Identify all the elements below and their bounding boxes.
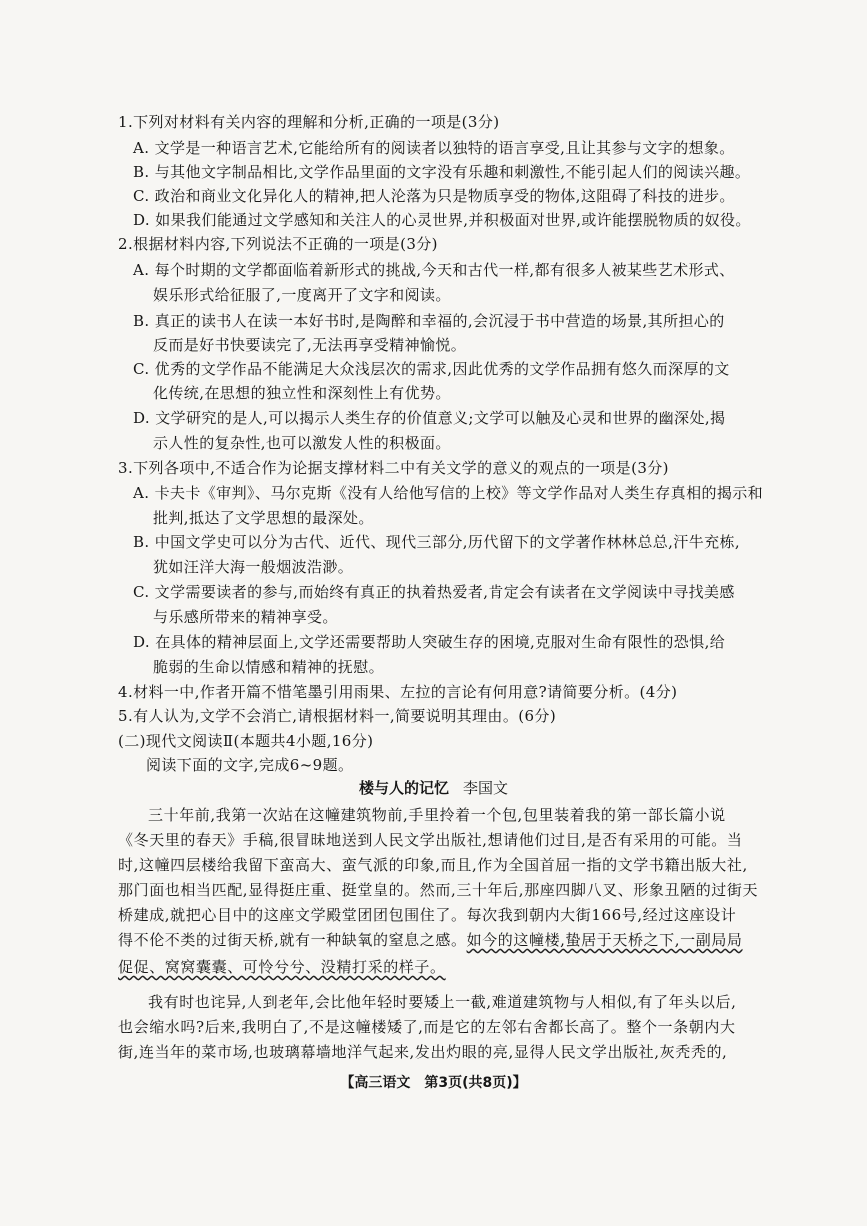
paragraph-1-line-6 [118, 930, 743, 950]
question-2-option-c: C. 优秀的文学作品不能满足大众浅层次的需求,因此优秀的文学作品拥有悠久而深厚的文 [133, 360, 730, 378]
paragraph-1-line-3: 时,这幢四层楼给我留下蛮高大、蛮气派的印象,而且,作为全国首屈一指的文学书籍出版大社, [118, 856, 748, 874]
paragraph-1-line-6-text: 得不伦不类的过街天桥,就有一种缺氧的窒息之感。 [118, 931, 467, 949]
section-heading: (二)现代文阅读Ⅱ(本题共4小题,16分) [118, 732, 374, 750]
question-2-option-a-cont: 娱乐形式给征服了,一度离开了文字和阅读。 [153, 286, 451, 304]
question-3-stem: 3.下列各项中,不适合作为论据支撑材料二中有关文学的意义的观点的一项是(3分) [118, 459, 669, 477]
question-2-option-d: D. 文学研究的是人,可以揭示人类生存的价值意义;文学可以触及心灵和世界的幽深处,揭 [133, 409, 726, 427]
question-2-option-b: B. 真正的读书人在读一本好书时,是陶醉和幸福的,会沉浸于书中营造的场景,其所担心的 [133, 312, 725, 330]
paragraph-1-line-7 [118, 957, 446, 977]
page-footer: 【高三语文 第3页(共8页)】 [340, 1075, 527, 1091]
question-2-option-c-cont: 化传统,在思想的独立性和深刻性上有优势。 [153, 384, 451, 402]
question-3-option-a-cont: 批判,抵达了文学思想的最深处。 [153, 509, 374, 527]
question-4-stem: 4.材料一中,作者开篇不惜笔墨引用雨果、左拉的言论有何用意?请简要分析。(4分) [118, 683, 678, 701]
question-2-option-b-cont: 反而是好书快要读完了,无法再享受精神愉悦。 [153, 336, 467, 354]
wavy-underlined-text: 如今的这幢楼,蛰居于天桥之下,一副局局 [466, 931, 743, 949]
paragraph-2-line-3: 街,连当年的菜市场,也玻璃幕墙地洋气起来,发出灼眼的亮,显得人民文学出版社,灰秃秃的, [118, 1043, 728, 1061]
paragraph-1-line-5: 桥建成,就把心目中的这座文学殿堂团团包围住了。每次我到朝内大街166号,经过这座设计 [118, 906, 737, 924]
question-1-stem: 1.下列对材料有关内容的理解和分析,正确的一项是(3分) [118, 113, 500, 131]
question-3-option-d-cont: 脆弱的生命以情感和精神的抚慰。 [153, 658, 385, 676]
article-author: 李国文 [463, 779, 509, 797]
question-5-stem: 5.有人认为,文学不会消亡,请根据材料一,简要说明其理由。(6分) [118, 707, 557, 725]
question-1-option-b: B. 与其他文字制品相比,文学作品里面的文字没有乐趣和刺激性,不能引起人们的阅读兴趣。 [133, 163, 751, 181]
wavy-underlined-text-cont: 促促、窝窝囊囊、可怜兮兮、没精打采的样子。 [118, 958, 446, 976]
question-3-option-d: D. 在具体的精神层面上,文学还需要帮助人突破生存的困境,克服对生命有限性的恐惧,给 [133, 633, 726, 651]
paragraph-1-line-2: 《冬天里的春天》手稿,很冒昧地送到人民文学出版社,想请他们过目,是否有采用的可能。当 [118, 831, 743, 849]
article-title: 楼与人的记忆 [358, 779, 449, 797]
question-2-stem: 2.根据材料内容,下列说法不正确的一项是(3分) [118, 235, 438, 253]
paragraph-1-line-4: 那门面也相当匹配,显得挺庄重、挺堂皇的。然而,三十年后,那座四脚八叉、形象丑陋的过街天 [118, 881, 759, 899]
article-title-line [0, 778, 867, 798]
question-3-option-b: B. 中国文学史可以分为古代、近代、现代三部分,历代留下的文学著作林林总总,汗牛充栋, [133, 533, 741, 551]
question-1-option-c: C. 政治和商业文化异化人的精神,把人沦落为只是物质享受的物体,这阻碍了科技的进步。 [133, 187, 735, 205]
question-3-option-b-cont: 犹如汪洋大海一般烟波浩渺。 [153, 558, 354, 576]
paragraph-2-line-1: 我有时也诧异,人到老年,会比他年轻时要矮上一截,难道建筑物与人相似,有了年头以后, [148, 993, 737, 1011]
question-3-option-a: A. 卡夫卡《审判》、马尔克斯《没有人给他写信的上校》等文学作品对人类生存真相的揭示和 [133, 484, 764, 502]
question-3-option-c: C. 文学需要读者的参与,而始终有真正的执着热爱者,肯定会有读者在文学阅读中寻找美感 [133, 583, 735, 601]
question-1-option-d: D. 如果我们能通过文学感知和关注人的心灵世界,并积极面对世界,或许能摆脱物质的奴役。 [133, 211, 751, 229]
paragraph-2-line-2: 也会缩水吗?后来,我明白了,不是这幢楼矮了,而是它的左邻右舍都长高了。整个一条朝内大 [118, 1018, 736, 1036]
paragraph-1-line-1: 三十年前,我第一次站在这幢建筑物前,手里拎着一个包,包里装着我的第一部长篇小说 [148, 806, 726, 824]
question-2-option-d-cont: 示人性的复杂性,也可以激发人性的积极面。 [153, 434, 451, 452]
question-3-option-c-cont: 与乐感所带来的精神享受。 [153, 608, 338, 626]
question-2-option-a: A. 每个时期的文学都面临着新形式的挑战,今天和古代一样,都有很多人被某些艺术形式、 [133, 261, 735, 279]
question-1-option-a: A. 文学是一种语言艺术,它能给所有的阅读者以独特的语言享受,且让其参与文字的想象。 [133, 139, 735, 157]
section-instruction: 阅读下面的文字,完成6~9题。 [146, 756, 354, 774]
